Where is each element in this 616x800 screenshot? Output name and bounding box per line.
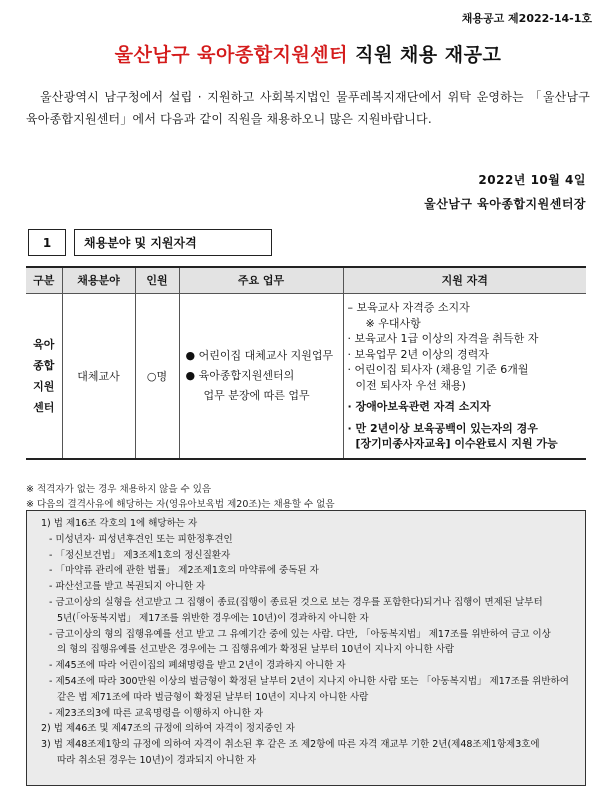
duty-item: ● 어린이집 대체교사 지원업무 (185, 348, 334, 362)
list-item: - 「마약류 관리에 관한 법률」 제2조제1호의 마약류에 중독된 자 (49, 565, 319, 577)
qualification-item: · 어린이집 퇴사자 (채용일 기준 6개월 (347, 363, 529, 376)
duty-item: 업무 분장에 따른 업무 (203, 388, 310, 402)
header-headcount: 인원 (135, 267, 179, 293)
list-item: - 금고이상의 형의 집행유예를 선고 받고 그 유예기간 중에 있는 사람. 다만, 「아동복지법」 제17조를 위반하여 금고 이상 (49, 628, 551, 640)
intro-paragraph: 울산광역시 남구청에서 설립 · 지원하고 사회복지법인 물푸레복지재단에서 위탁 운영하는 「울산남구 육아종합지원센터」에서 다음과 같이 직원을 채용하오니 많은 지원바랍니다. (26, 90, 590, 126)
preference-note: ※ 우대사항 (365, 316, 421, 330)
list-item: 따라 취소된 경우는 10년)이 경과되지 아니한 자 (57, 754, 257, 766)
header-qualifications: 지원 자격 (343, 267, 586, 293)
list-item: - 「정신보건법」 제3조제1호의 정신질환자 (49, 549, 231, 561)
list-item: 2) 법 제46조 및 제47조의 규정에 의하여 자격이 정지중인 자 (41, 723, 295, 735)
qualifications-cell (343, 293, 586, 459)
duties-cell (179, 293, 343, 459)
notice-date: 2022년 10월 4일 (478, 173, 586, 187)
qualification-item: 이전 퇴사자 우선 채용) (355, 378, 466, 392)
qualification-item: – 보육교사 자격증 소지자 (347, 301, 470, 314)
list-item: - 제45조에 따라 어린이집의 폐쇄명령을 받고 2년이 경과하지 아니한 자 (49, 660, 346, 672)
list-item: 의 형의 집행유예를 선고받은 경우에는 그 집행유예가 확정된 날부터 10년이 지나지 아니한 사람 (57, 644, 455, 656)
list-item: - 제23조의3에 따른 교육명령을 이행하지 아니한 자 (49, 707, 264, 719)
table-header-row (26, 267, 586, 293)
list-item: 3) 법 제48조제1항의 규정에 의하여 자격이 취소된 후 같은 조 제2항에 따른 자격 재교부 기한 2년(제48조제1항제3호에 (41, 739, 540, 751)
list-item: 같은 법 제71조에 따라 벌금형이 확정된 날부터 10년이 지나지 아니한 사람 (57, 691, 369, 703)
header-division: 구분 (26, 267, 62, 293)
header-field: 채용분야 (62, 267, 135, 293)
qualification-item: · 보육업무 2년 이상의 경력자 (347, 347, 489, 361)
list-item: - 파산선고를 받고 복권되지 아니한 자 (49, 581, 206, 593)
title-suffix: 직원 채용 재공고 (348, 44, 502, 66)
field-cell: 대체교사 (62, 293, 135, 459)
title-center-name: 울산남구 육아종합지원센터 (114, 44, 349, 66)
list-item: - 금고이상의 실형을 선고받고 그 집행이 종료(집행이 종료된 것으로 보는 경우를 포함한다)되거나 집행이 면제된 날부터 (49, 596, 543, 608)
header-duties: 주요 업무 (179, 267, 343, 293)
duty-item: ● 육아종합지원센터의 (185, 368, 295, 382)
qualification-item: · 만 2년이상 보육공백이 있는자의 경우 (347, 421, 538, 435)
qualification-item: · 보육교사 1급 이상의 자격을 취득한 자 (347, 332, 539, 345)
disqualification-box (26, 510, 586, 786)
page-title (0, 40, 616, 67)
list-item: - 제54조에 따라 300만원 이상의 벌금형이 확정된 날부터 2년이 지나지 아니한 사람 또는 「아동복지법」 제17조를 위반하여 (49, 675, 569, 687)
list-item: - 미성년자· 피성년후견인 또는 피한정후견인 (49, 533, 233, 545)
section-title: 채용분야 및 지원자격 (74, 229, 272, 256)
recruitment-table (26, 266, 586, 460)
list-item: 1) 법 제16조 각호의 1에 해당하는 자 (41, 518, 198, 529)
headcount-cell: ○명 (135, 293, 179, 459)
qualification-item: [장기미종사자교육] 이수완료시 지원 가능 (355, 437, 558, 450)
note-disqualification: ※ 다음의 결격사유에 해당하는 자(영유아보육법 제20조)는 채용할 수 없음 (26, 499, 335, 510)
table-row (26, 293, 586, 459)
section-number: 1 (28, 229, 66, 256)
issuer: 울산남구 육아종합지원센터장 (424, 197, 586, 211)
list-item: 5년(「아동복지법」 제17조를 위반한 경우에는 10년)이 경과하지 아니한 자 (57, 612, 369, 624)
division-cell: 육아 종합 지원 센터 (33, 337, 55, 414)
notice-number: 채용공고 제2022-14-1호 (461, 12, 592, 25)
qualification-item: · 장애아보육관련 자격 소지자 (347, 400, 491, 413)
note-no-suitable: ※ 적격자가 없는 경우 채용하지 않을 수 있음 (26, 484, 212, 495)
